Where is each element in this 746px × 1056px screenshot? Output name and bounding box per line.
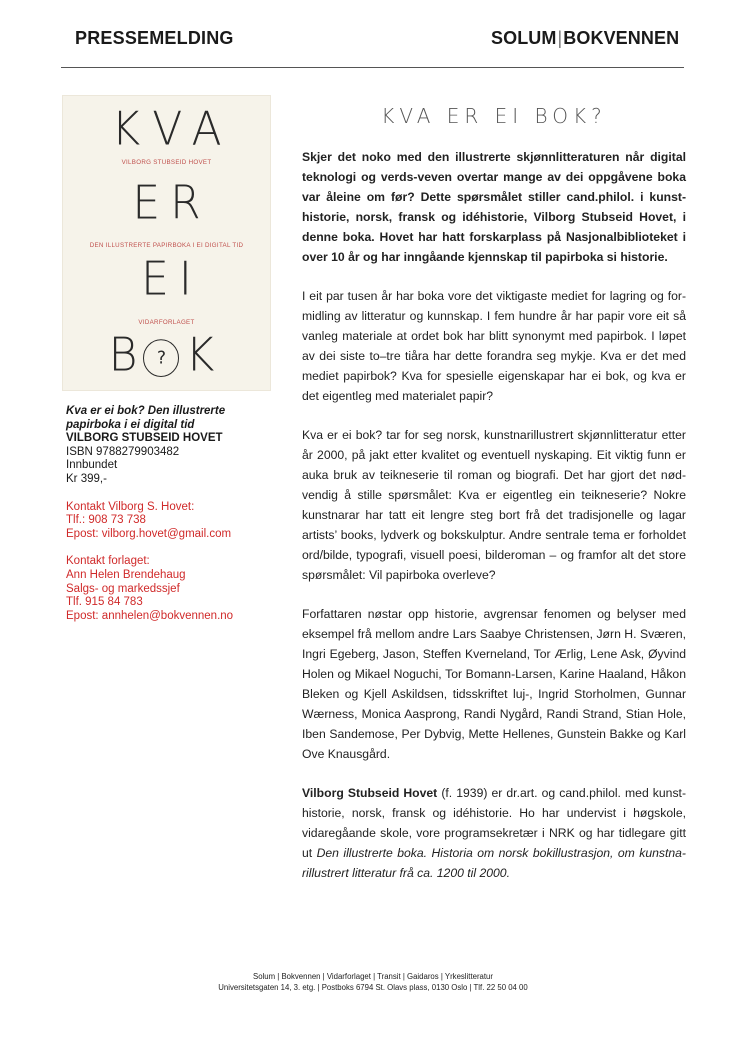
author-bio-previous-book: Den illustrerte boka. Historia om norsk bokillustrasjon, om kunstnarillustrert litteratur frå ca. 1200 til 2000.	[302, 846, 686, 880]
header-divider	[61, 67, 684, 68]
author-bio-text: (f. 1939) er dr.art. og cand.philol. med kunsthistorie, norsk, fransk og idéhistorie. Ho har undervist i høgskole, vidaregåande skole, vore programsekretær i NRK og har tidlegare gitt ut	[302, 786, 686, 860]
publisher-contact-email[interactable]: Epost: annhelen@bokvennen.no	[66, 609, 234, 622]
book-details	[66, 405, 281, 623]
footer-address: Universitetsgaten 14, 3. etg. | Postboks 6794 St. Olavs plass, 0130 Oslo | Tlf. 22 50 04 00	[218, 982, 528, 992]
article-paragraph: I eit par tusen år har boka vore det viktigaste mediet for lagring og formidling av litteratur og kunnskap. I fem hundre år har papir vore eit så vanleg materiale at ordet bok har blitt synonymt med papirbok. I løpet av dei siste to–tre tiåra har dette forandra seg mykje. Kva er det med mediet papirbok? Kva for spesielle eigenskapar har ei bok, og kva er det eigentleg med materialet papir?	[302, 289, 686, 403]
book-price: Kr 399,-	[66, 472, 107, 485]
logo-separator: |	[557, 28, 563, 48]
question-circle-icon: ?	[143, 339, 179, 377]
book-binding: Innbundet	[66, 459, 118, 472]
cover-word-er: ER	[132, 176, 211, 231]
article-heading: KVA ER EI BOK?	[381, 104, 607, 128]
publisher-contact-phone: Tlf. 915 84 783	[66, 596, 143, 609]
cover-letter-k: K	[185, 328, 225, 383]
book-cover	[63, 96, 270, 390]
author-contact-email[interactable]: Epost: vilborg.hovet@gmail.com	[66, 527, 232, 540]
cover-publisher: VIDARFORLAGET	[138, 319, 195, 326]
article-paragraph: Kva er ei bok? tar for seg norsk, kunstnarillustrert skjønnlitteratur etter år 2000, på jakt etter kvalitet og eventuell nyskaping. Eit viktig funn er auka bruk av teikneserie til roman og biografi. Det har gjort det nødvendig å stille spørsmålet: Kva er eigentleg ein teikneserie? Nokre kunstnarar har tatt eit lengre steg bort frå det tradisjonelle og lagar artists’ books, lydverk og bokskulptur. Andre sentrale tema er forholdet ord/bilde, typografi, visuell poesi, bilderoman – og framfor alt det store spørsmålet: Vil papirboka overleve?	[302, 428, 686, 582]
author-bio-name: Vilborg Stubseid Hovet	[302, 786, 438, 800]
author-contact-phone: Tlf.: 908 73 738	[66, 514, 146, 527]
cover-letter-b: B	[108, 328, 148, 383]
cover-word-ei: EI	[141, 252, 202, 307]
cover-word-kva: KVA	[111, 102, 234, 157]
page-title: PRESSEMELDING	[75, 28, 234, 48]
publisher-logo	[491, 28, 679, 49]
author-bio	[302, 783, 686, 883]
publisher-contact-name: Ann Helen Brendehaug	[66, 568, 186, 581]
publisher-contact-role: Salgs- og markedssjef	[66, 582, 180, 595]
logo-right: BOKVENNEN	[563, 28, 680, 48]
footer	[0, 972, 746, 993]
article-body	[302, 147, 686, 902]
publisher-contact-label: Kontakt forlaget:	[66, 555, 150, 568]
article-paragraph: Forfattaren nøstar opp historie, avgrensar fenomen og belyser med eksempel frå mellom andre Lars Saabye Christensen, Jørn H. Sværen, Ingri Egeberg, Jason, Steffen Kverneland, Tor Ærlig, Lene Ask, Øyvind Holen og Mikael Noguchi, Tor Bomann-Larsen, Karine Haaland, Håkon Bleken og Kjell Askildsen, tidsskriftet luj-, Ingrid Storholmen, Gunnar Wærness, Monica Aasprong, Randi Nygård, Randi Strand, Stian Hole, Iben Sandemose, Per Dybvig, Mette Hellenes, Gunstein Bakke og Karl Ove Knausgård.	[302, 607, 686, 761]
footer-imprints: Solum | Bokvennen | Vidarforlaget | Transit | Gaidaros | Yrkeslitteratur	[253, 972, 493, 981]
book-author: VILBORG STUBSEID HOVET	[66, 432, 223, 445]
cover-subtitle: DEN ILLUSTRERTE PAPIRBOKA I EI DIGITAL TID	[89, 242, 244, 249]
logo-left: SOLUM	[491, 28, 557, 48]
cover-word-bok	[63, 329, 270, 383]
book-isbn: ISBN 9788279903482	[66, 445, 180, 458]
book-title: Kva er ei bok? Den illustrerte papirboka i ei digital tid	[66, 405, 226, 431]
article-lead: Skjer det noko med den illustrerte skjønnlitteraturen når digital teknologi og verds-veven overtar mange av dei oppgåvene boka var åleine om før? Dette spørsmålet stiller cand.philol. i kunsthistorie, norsk, fransk og idéhistorie, Vilborg Stubseid Hovet, i denne boka. Hovet har hatt forskarplass på Nasjonalbiblioteket i over 10 år og har inngåande kjennskap til papirboka si historie.	[302, 150, 686, 264]
cover-author: VILBORG STUBSEID HOVET	[121, 159, 212, 166]
author-contact-label: Kontakt Vilborg S. Hovet:	[66, 500, 195, 513]
